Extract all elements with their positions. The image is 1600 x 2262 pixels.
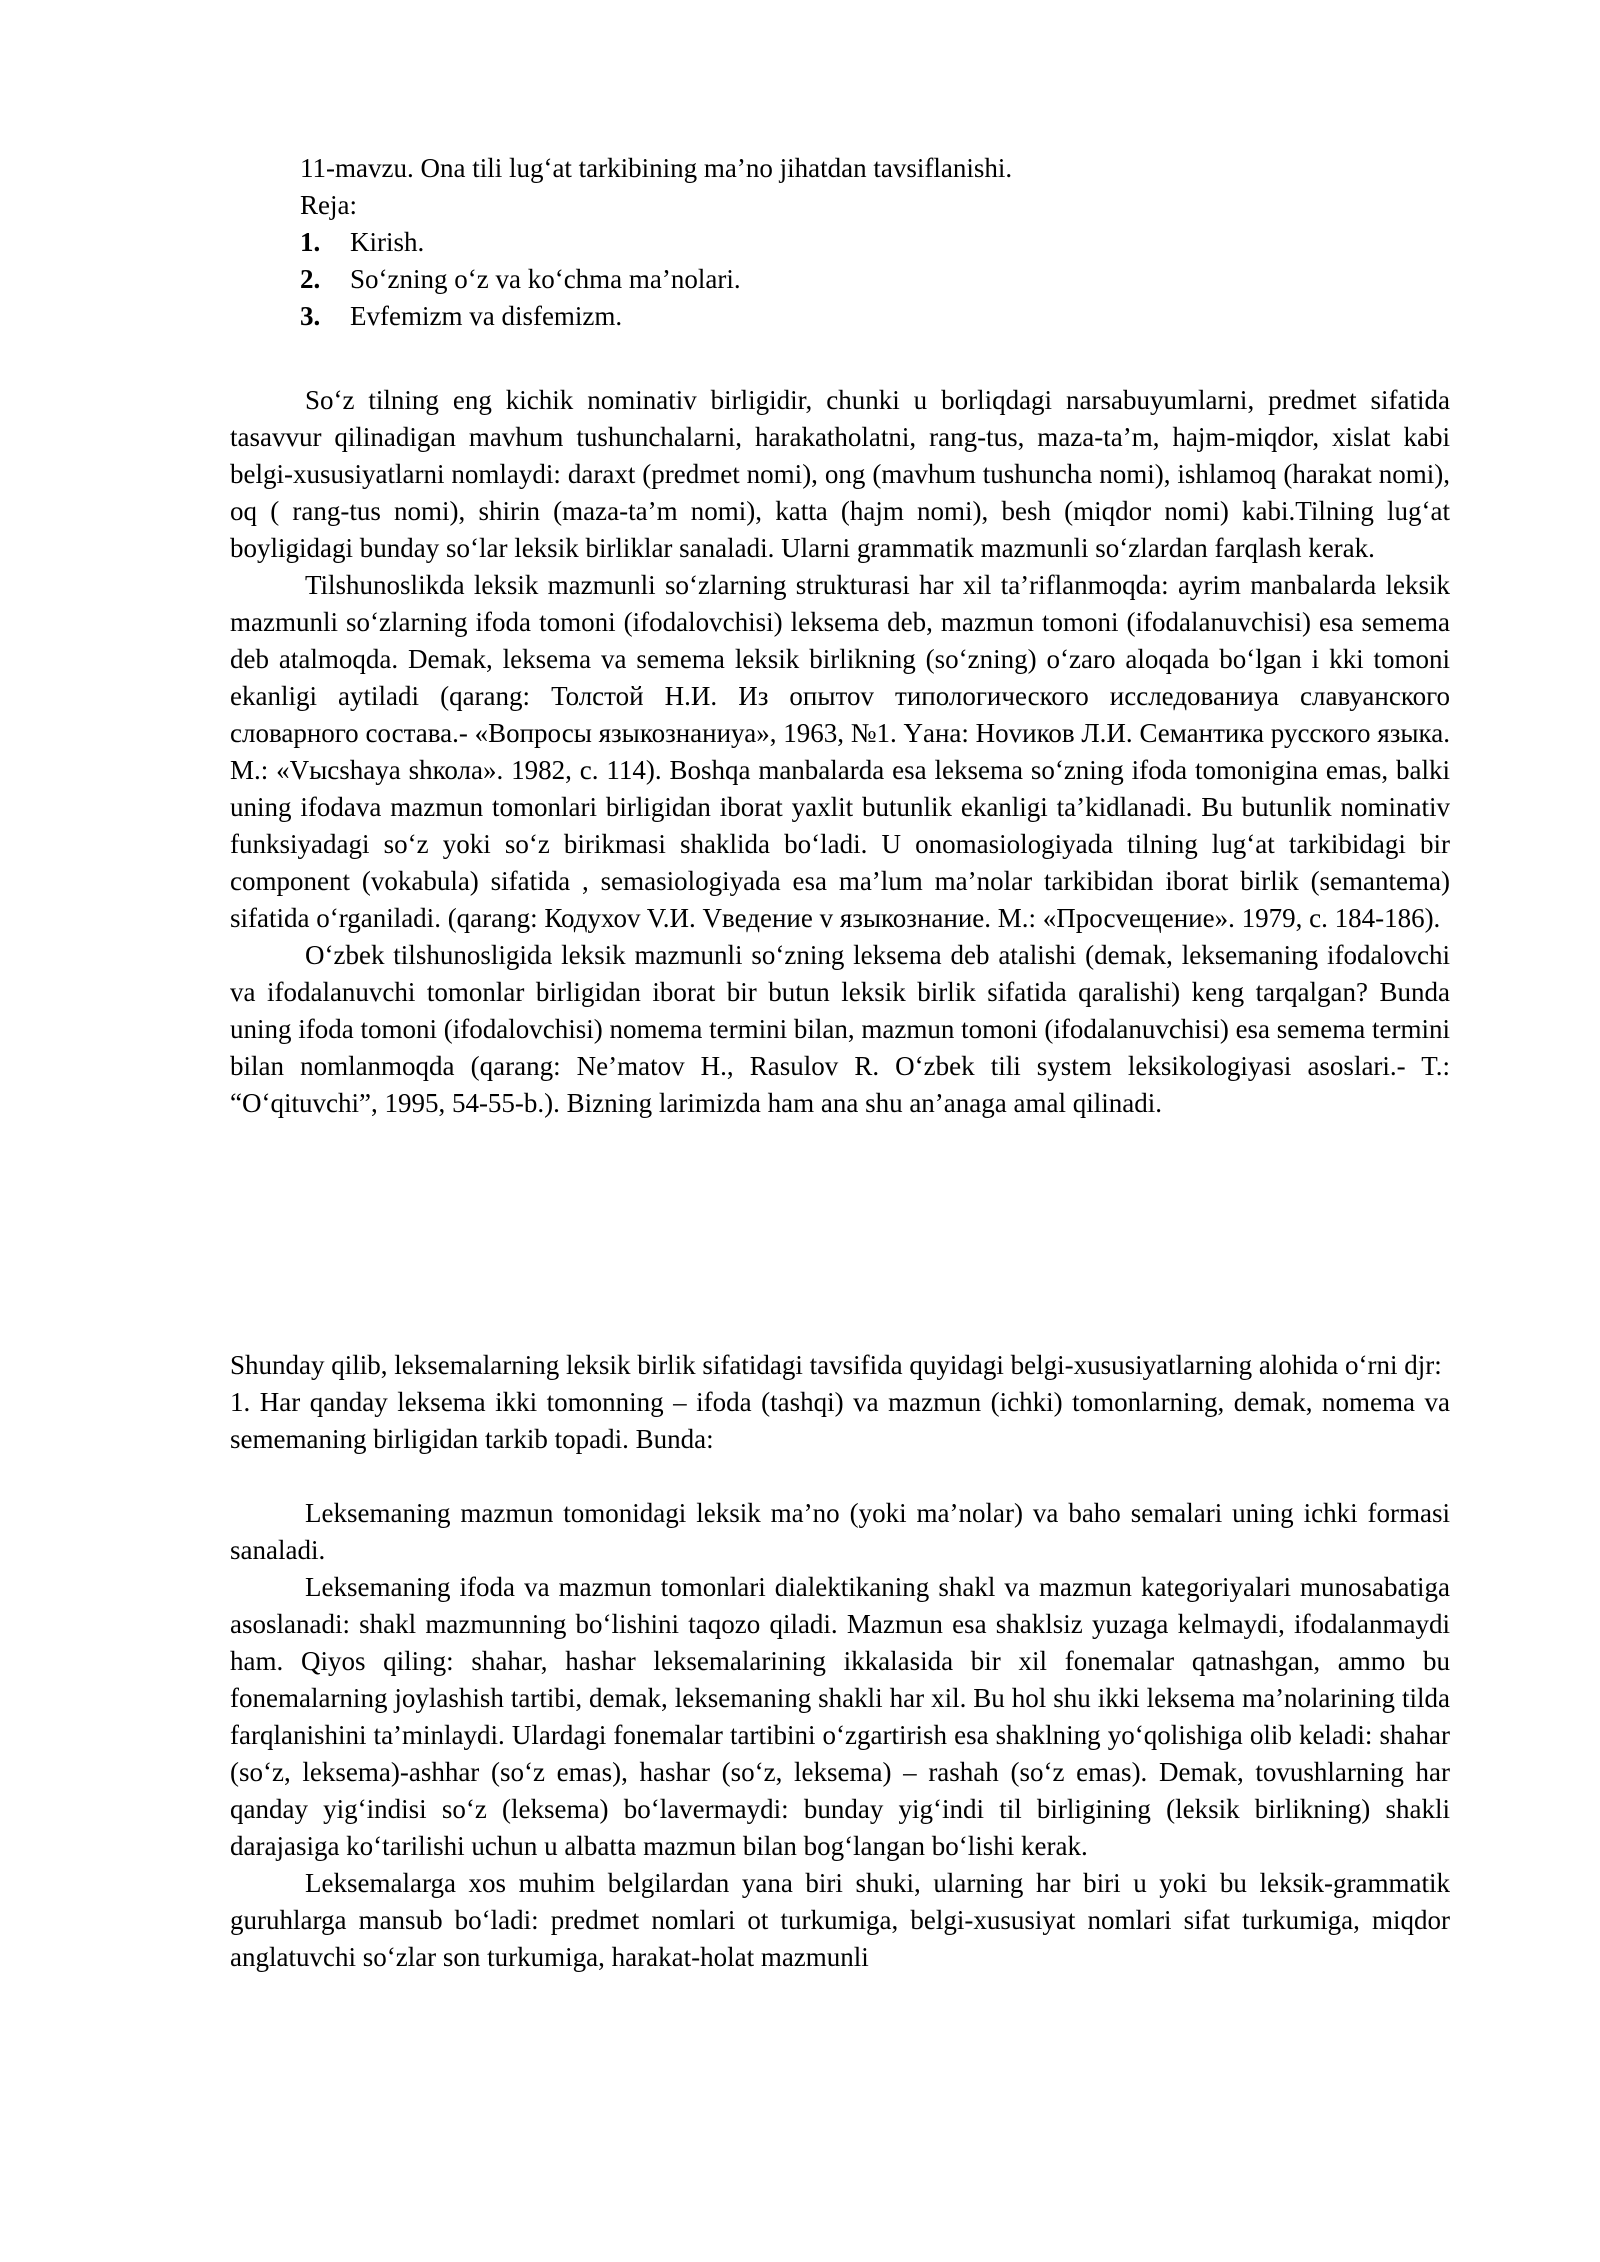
plan-item-number: 1. bbox=[300, 227, 321, 257]
plan-label: Reja: bbox=[300, 190, 357, 220]
plan-item bbox=[300, 224, 1450, 261]
topic-title: 11-mavzu. Ona tili lug‘at tarkibining ma’no jihatdan tavsiflanishi. bbox=[300, 153, 1013, 183]
topic-header bbox=[300, 150, 1450, 335]
paragraph: O‘zbek tilshunosligida leksik mazmunli so‘zning leksema deb atalishi (demak, leksemaning ifodalovchi va ifodalanuvchi tomonlar birligidan iborat bir butun leksik birlik sifatida qaralishi) keng tarqalgan? Bunda uning ifoda tomoni (ifodalovchisi) nomema termini bilan, mazmun tomoni (ifodalanuvchisi) esa semema termini bilan nomlanmoqda (qarang: Ne’matov H., Rasulov R. O‘zbek tili system leksikologiyasi asoslari.- T.: “O‘qituvchi”, 1995, 54-55-b.). Bizning larimizda ham ana shu an’anaga amal qilinadi. bbox=[230, 940, 1450, 1118]
paragraph: Leksemaning mazmun tomonidagi leksik ma’no (yoki ma’nolar) va baho semalari uning ichki formasi sanaladi. bbox=[230, 1498, 1450, 1565]
body-section-1 bbox=[230, 382, 1450, 1122]
plan-item-number: 3. bbox=[300, 301, 321, 331]
plan-item-number: 2. bbox=[300, 264, 321, 294]
plan-item bbox=[300, 298, 1450, 335]
paragraph: Leksemalarga xos muhim belgilardan yana biri shuki, ularning har biri u yoki bu leksik-grammatik guruhlarga mansub bo‘ladi: predmet nomlari ot turkumiga, belgi-xususiyat nomlari sifat turkumiga, miqdor anglatuvchi so‘zlar son turkumiga, harakat-holat mazmunli bbox=[230, 1868, 1450, 1972]
paragraph: So‘z tilning eng kichik nominativ birligidir, chunki u borliqdagi narsabuyumlarni, predmet sifatida tasavvur qilinadigan mavhum tushunchalarni, harakatholatni, rang-tus, maza-ta’m, hajm-miqdor, xislat kabi belgi-xususiyatlarni nomlaydi: daraxt (predmet nomi), ong (mavhum tushuncha nomi), ishlamoq (harakat nomi), oq ( rang-tus nomi), shirin (maza-ta’m nomi), katta (hajm nomi), besh (miqdor nomi) kabi.Tilning lug‘at boyligidagi bunday so‘lar leksik birliklar sanaladi. Ularni grammatik mazmunli so‘zlardan farqlash kerak. bbox=[230, 385, 1450, 563]
paragraph: Shunday qilib, leksemalarning leksik birlik sifatidagi tavsifida quyidagi belgi-xususiyatlarning alohida o‘rni djr: bbox=[230, 1350, 1442, 1380]
plan-item bbox=[300, 261, 1450, 298]
paragraph: 1. Har qanday leksema ikki tomonning – ifoda (tashqi) va mazmun (ichki) tomonlarning, demak, nomema va sememaning birligidan tarkib topadi. Bunda: bbox=[230, 1387, 1450, 1454]
plan-item-text: Kirish. bbox=[350, 227, 425, 257]
plan-item-text: Evfemizm va disfemizm. bbox=[350, 301, 623, 331]
body-section-2 bbox=[230, 1347, 1450, 1976]
plan-item-text: So‘zning o‘z va ko‘chma ma’nolari. bbox=[350, 264, 741, 294]
spacer bbox=[230, 1458, 1450, 1495]
paragraph: Tilshunoslikda leksik mazmunli so‘zlarning strukturasi har xil ta’riflanmoqda: ayrim manbalarda leksik mazmunli so‘zlarning ifoda tomoni (ifodalovchisi) leksema deb, mazmun tomoni (ifodalanuvchisi) esa semema deb atalmoqda. Demak, leksema va semema leksik birlikning (so‘zning) o‘zaro aloqada bo‘lgan i kki tomoni ekanligi aytiladi (qarang: Толстой Н.И. Из опытоv типологического исследованиуа славуанского словарного состава.- «Вопросы языкознаниуа», 1963, №1. Yана: Ноvиков Л.И. Семантика русского языка. М.: «Vысshaya shкола». 1982, с. 114). Boshqa manbalarda esa leksema so‘zning ifoda tomonigina emas, balki uning ifodava mazmun tomonlari birligidan iborat yaxlit butunlik ekanligi ta’kidlanadi. Bu butunlik nominativ funksiyadagi so‘z yoki so‘z birikmasi shaklida bo‘ladi. U onomasiologiyada tilning lug‘at tarkibidagi bir component (vokabula) sifatida , semasiologiyada esa ma’lum ma’nolar tarkibidan iborat birlik (semantema) sifatida o‘rganiladi. (qarang: Кодухоv V.И. Vведение v языкознание. М.: «Просvещение». 1979, с. 184-186). bbox=[230, 570, 1450, 933]
paragraph: Leksemaning ifoda va mazmun tomonlari dialektikaning shakl va mazmun kategoriyalari munosabatiga asoslanadi: shakl mazmunning bo‘lishini taqozo qiladi. Mazmun esa shaklsiz yuzaga kelmaydi, ifodalanmaydi ham. Qiyos qiling: shahar, hashar leksemalarining ikkalasida bir xil fonemalar qatnashgan, ammo bu fonemalarning joylashish tartibi, demak, leksemaning shakli har xil. Bu hol shu ikki leksema ma’nolarining tilda farqlanishini ta’minlaydi. Ulardagi fonemalar tartibini o‘zgartirish esa shaklning yo‘qolishiga olib keladi: shahar (so‘z, leksema)-ashhar (so‘z emas), hashar (so‘z, leksema) – rashah (so‘z emas). Demak, tovushlarning har qanday yig‘indisi so‘z (leksema) bo‘lavermaydi: bunday yig‘indi til birligining (leksik birlikning) shakli darajasiga ko‘tarilishi uchun u albatta mazmun bilan bog‘langan bo‘lishi kerak. bbox=[230, 1572, 1450, 1861]
